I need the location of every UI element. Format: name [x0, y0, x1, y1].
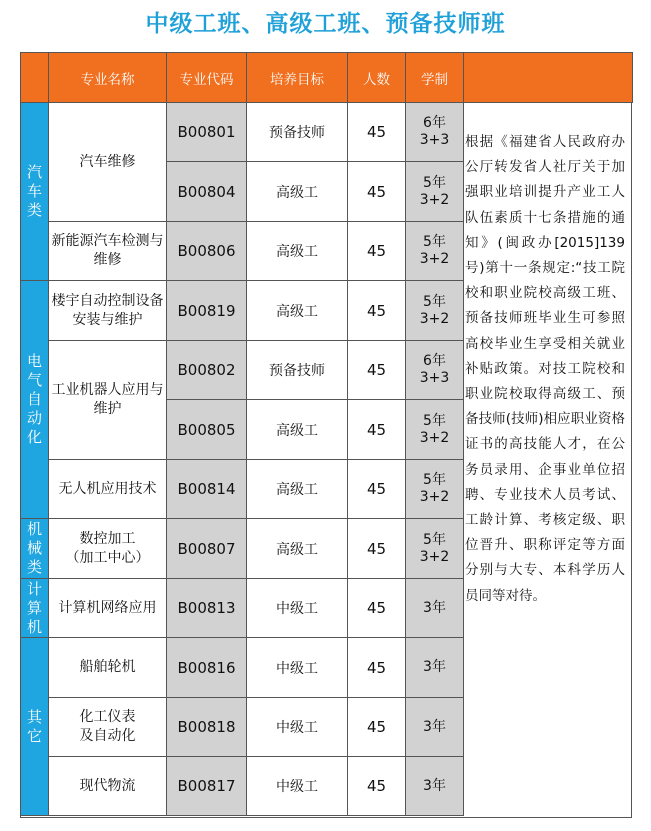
program-goal: 高级工 [247, 400, 348, 460]
program-code: B00817 [167, 757, 247, 816]
program-count: 45 [348, 162, 406, 222]
program-code: B00813 [167, 579, 247, 638]
category-electric: 电气自动化 [21, 281, 49, 519]
program-goal: 高级工 [247, 519, 348, 579]
program-duration: 6年 3+3 [406, 103, 464, 162]
header-name: 专业名称 [49, 53, 167, 103]
header-code: 专业代码 [167, 53, 247, 103]
program-count: 45 [348, 460, 406, 519]
header-category [21, 53, 49, 103]
program-count: 45 [348, 757, 406, 816]
program-duration: 3年 [406, 698, 464, 757]
program-name: 数控加工 （加工中心） [49, 519, 167, 579]
program-count: 45 [348, 638, 406, 698]
program-name: 楼宇自动控制设备安装与维护 [49, 281, 167, 341]
program-goal: 预备技师 [247, 341, 348, 400]
program-duration: 5年 3+2 [406, 519, 464, 579]
program-code: B00816 [167, 638, 247, 698]
program-name: 化工仪表 及自动化 [49, 698, 167, 757]
page-title: 中级工班、高级工班、预备技师班 [145, 11, 506, 37]
category-other: 其它 [21, 638, 49, 816]
header-row [21, 53, 633, 103]
program-name: 工业机器人应用与维护 [49, 341, 167, 460]
program-name: 船舶轮机 [49, 638, 167, 698]
program-duration: 5年 3+2 [406, 460, 464, 519]
program-code: B00807 [167, 519, 247, 579]
header-duration: 学制 [406, 53, 464, 103]
program-code: B00819 [167, 281, 247, 341]
program-goal: 高级工 [247, 162, 348, 222]
program-code: B00801 [167, 103, 247, 162]
program-duration: 3年 [406, 579, 464, 638]
program-code: B00804 [167, 162, 247, 222]
category-computer: 计算机 [21, 579, 49, 638]
program-code: B00818 [167, 698, 247, 757]
policy-note: 根据《福建省人民政府办公厅转发省人社厅关于加强职业培训提升产业工人队伍素质十七条措施的通知》(闽政办[2015]139号)第十一条规定:“技工院校和职业院校高级工班、预备技师班毕业生可参照高校毕业生享受相关就业补贴政策。对技工院校和职业院校取得高级工、预备技师(技师)相应职业资格证书的高技能人才，在公务员录用、企事业单位招聘、专业技术人员考试、工龄计算、考核定级、职位晋升、职称评定等方面分别与大专、本科学历人员同等对待。 [465, 134, 625, 604]
program-goal: 中级工 [247, 698, 348, 757]
program-name: 新能源汽车检测与维修 [49, 222, 167, 281]
program-duration: 3年 [406, 638, 464, 698]
program-count: 45 [348, 222, 406, 281]
program-goal: 预备技师 [247, 103, 348, 162]
program-duration: 6年 3+3 [406, 341, 464, 400]
program-duration: 3年 [406, 757, 464, 816]
program-goal: 高级工 [247, 460, 348, 519]
program-duration: 5年 3+2 [406, 222, 464, 281]
program-count: 45 [348, 103, 406, 162]
program-goal: 中级工 [247, 757, 348, 816]
program-count: 45 [348, 341, 406, 400]
program-count: 45 [348, 281, 406, 341]
program-name: 现代物流 [49, 757, 167, 816]
category-mech: 机械类 [21, 519, 49, 579]
program-goal: 中级工 [247, 638, 348, 698]
program-code: B00806 [167, 222, 247, 281]
program-count: 45 [348, 400, 406, 460]
program-name: 汽车维修 [49, 103, 167, 222]
program-goal: 中级工 [247, 579, 348, 638]
program-duration: 5年 3+2 [406, 400, 464, 460]
program-name: 计算机网络应用 [49, 579, 167, 638]
header-goal: 培养目标 [247, 53, 348, 103]
program-name: 无人机应用技术 [49, 460, 167, 519]
program-code: B00802 [167, 341, 247, 400]
program-count: 45 [348, 579, 406, 638]
program-duration: 5年 3+2 [406, 281, 464, 341]
program-goal: 高级工 [247, 222, 348, 281]
program-duration: 5年 3+2 [406, 162, 464, 222]
program-code: B00814 [167, 460, 247, 519]
header-note [464, 53, 633, 103]
program-count: 45 [348, 698, 406, 757]
category-auto: 汽车类 [21, 103, 49, 281]
program-count: 45 [348, 519, 406, 579]
program-goal: 高级工 [247, 281, 348, 341]
program-code: B00805 [167, 400, 247, 460]
header-count: 人数 [348, 53, 406, 103]
